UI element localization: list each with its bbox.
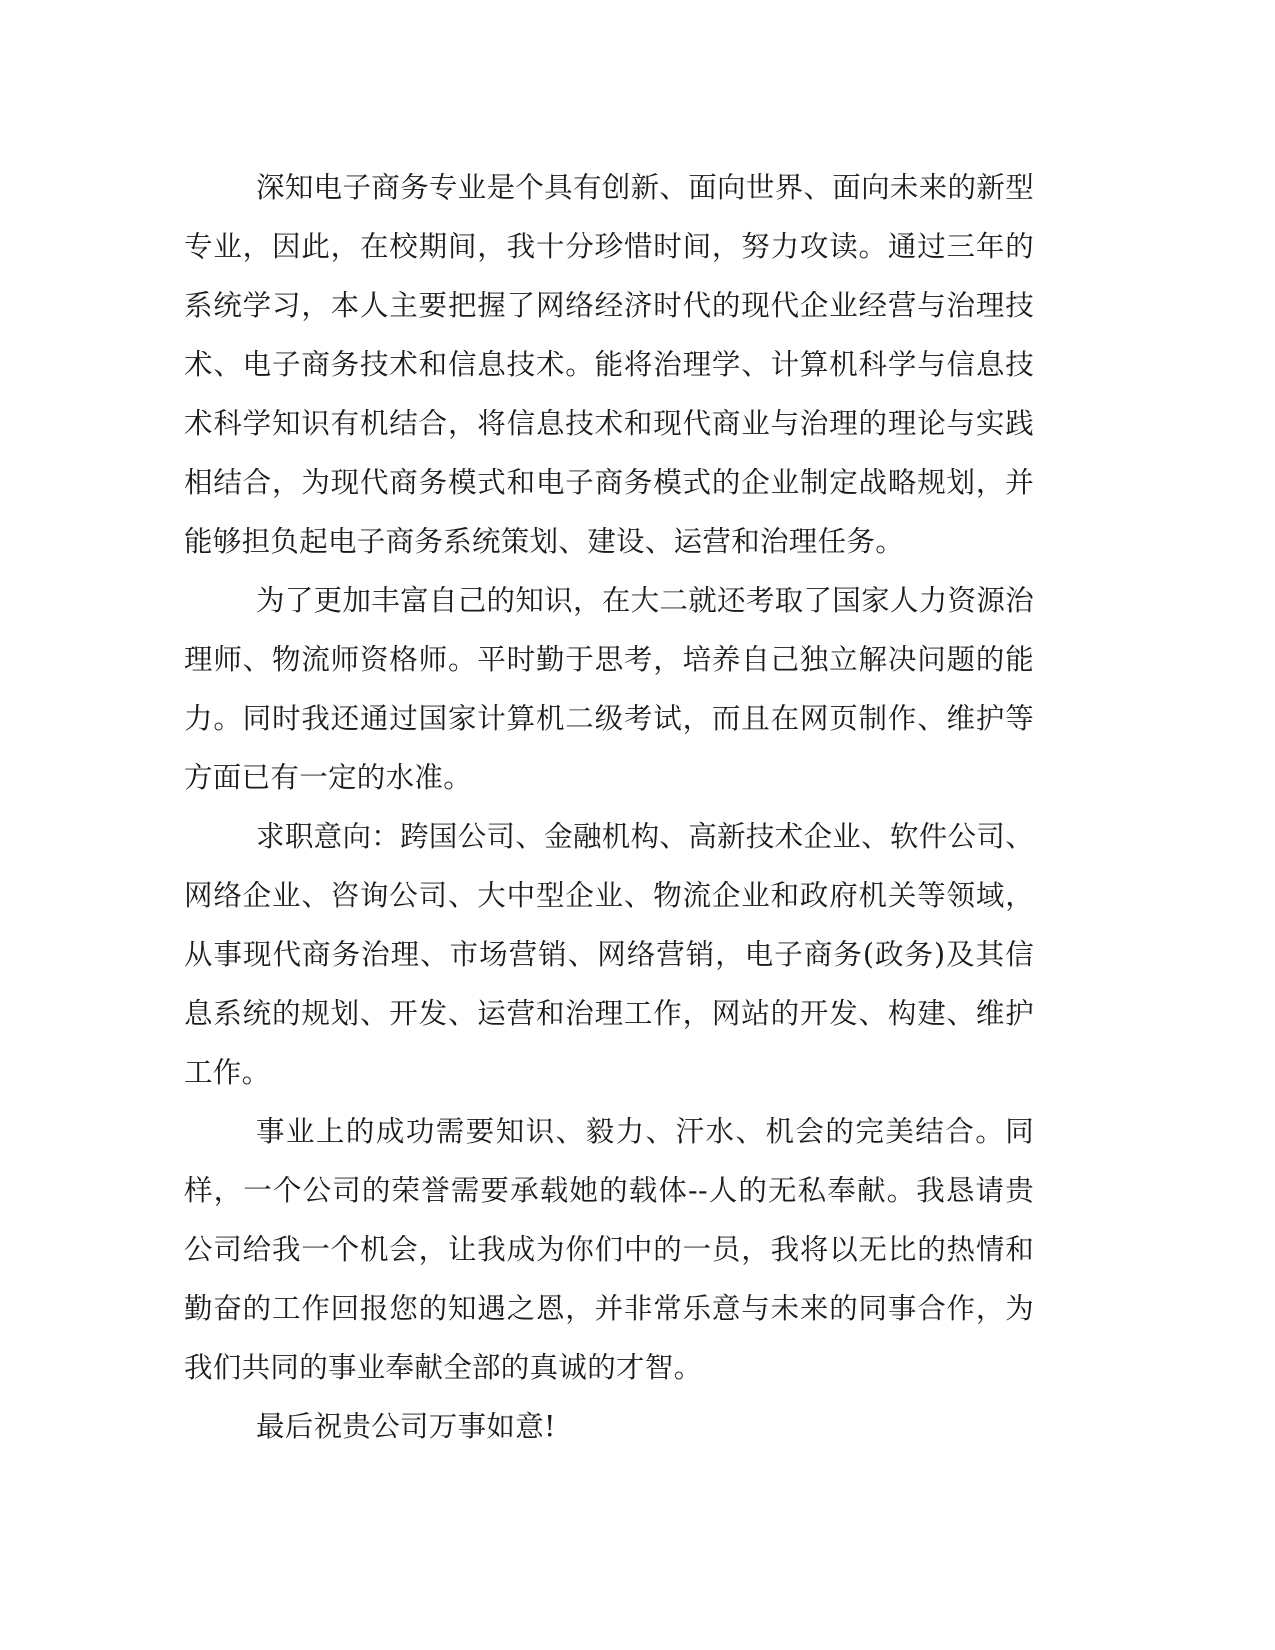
document-body <box>184 158 1034 1456</box>
paragraph-education: 深知电子商务专业是个具有创新、面向世界、面向未来的新型专业，因此，在校期间，我十分珍惜时间，努力攻读。通过三年的系统学习，本人主要把握了网络经济时代的现代企业经营与治理技术、电子商务技术和信息技术。能将治理学、计算机科学与信息技术科学知识有机结合，将信息技术和现代商业与治理的理论与实践相结合，为现代商务模式和电子商务模式的企业制定战略规划，并能够担负起电子商务系统策划、建设、运营和治理任务。 <box>184 171 1034 558</box>
paragraph-request: 事业上的成功需要知识、毅力、汗水、机会的完美结合。同样，一个公司的荣誉需要承载她的载体--人的无私奉献。我恳请贵公司给我一个机会，让我成为你们中的一员，我将以无比的热情和勤奋的工作回报您的知遇之恩，并非常乐意与未来的同事合作，为我们共同的事业奉献全部的真诚的才智。 <box>184 1115 1034 1384</box>
paragraph-closing: 最后祝贵公司万事如意! <box>256 1410 556 1443</box>
paragraph-job-intention: 求职意向：跨国公司、金融机构、高新技术企业、软件公司、网络企业、咨询公司、大中型企业、物流企业和政府机关等领域，从事现代商务治理、市场营销、网络营销，电子商务(政务)及其信息系统的规划、开发、运营和治理工作，网站的开发、构建、维护工作。 <box>184 820 1034 1089</box>
paragraph-certificates: 为了更加丰富自己的知识，在大二就还考取了国家人力资源治理师、物流师资格师。平时勤于思考，培养自己独立解决问题的能力。同时我还通过国家计算机二级考试，而且在网页制作、维护等方面已有一定的水准。 <box>184 584 1034 794</box>
